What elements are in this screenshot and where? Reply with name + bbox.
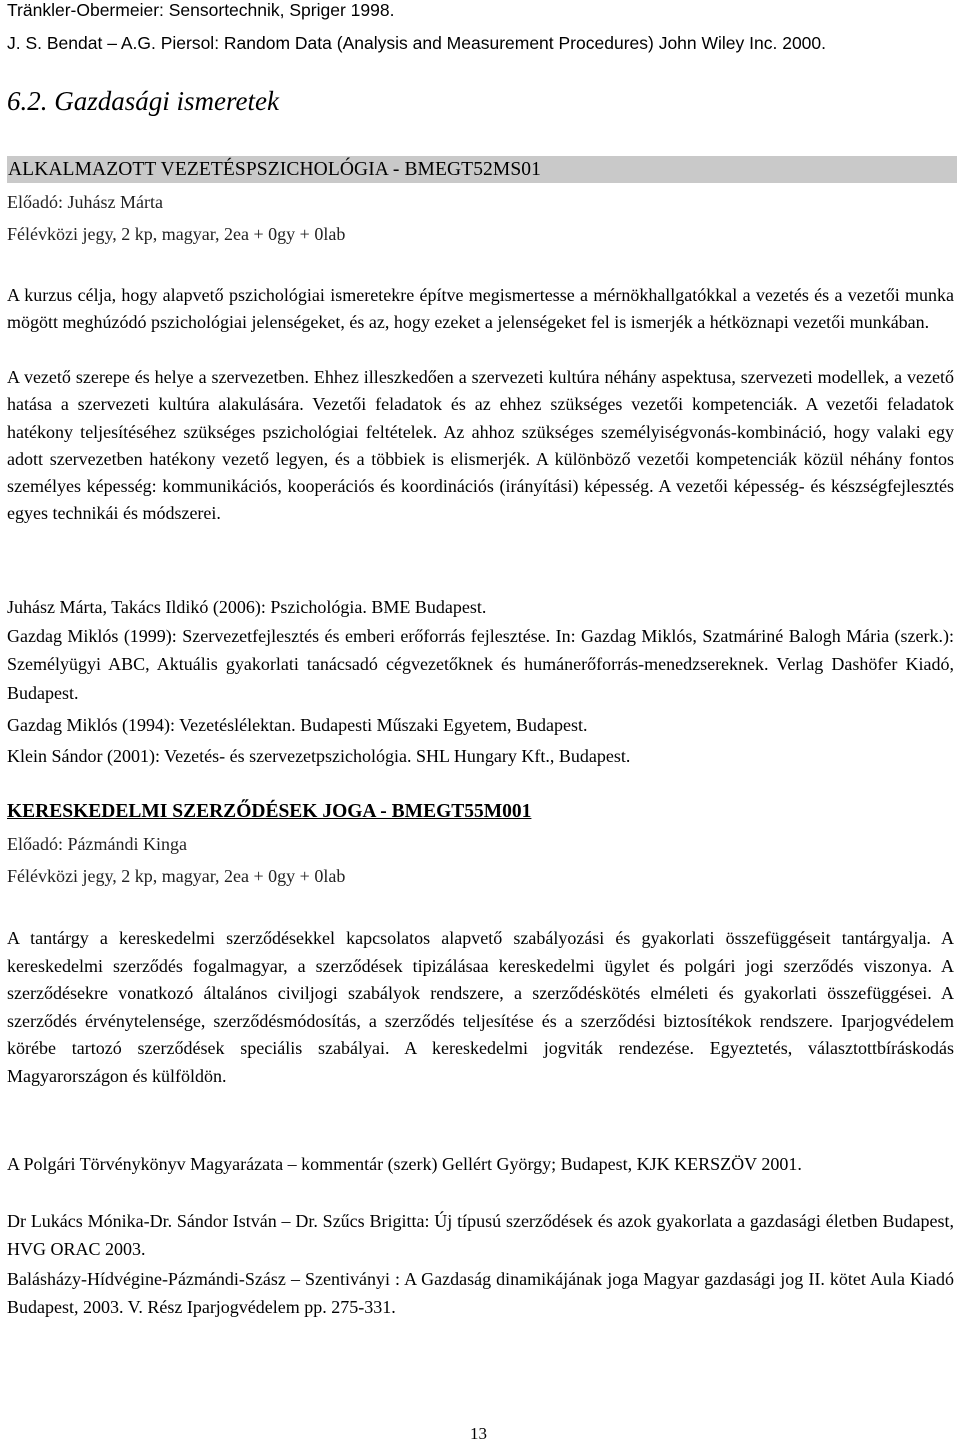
page-number: 13 bbox=[470, 1424, 487, 1443]
literature-item: Balásházy-Hídvégine-Pázmándi-Szász – Szentiványi : A Gazdaság dinamikájának joga Magyar gazdasági jog II. kötet Aula Kiadó Budapest, 2003. V. Rész Iparjogvédelem pp. 275-331. bbox=[7, 1269, 954, 1318]
lecturer-line: Előadó: Juhász Márta bbox=[7, 192, 163, 212]
section-heading: 6.2. Gazdasági ismeretek bbox=[7, 86, 279, 116]
course-description: A kurzus célja, hogy alapvető pszichológiai ismeretekre építve megismertesse a mérnökhallgatókkal a vezetés és a vezetői munka mögött meghúzódó pszichológiai jelenségeket, és az, hogy ezeket a jelenségeket fel is ismerjék a hétköznapi vezetői munkában. bbox=[7, 285, 954, 333]
literature-item: Dr Lukács Mónika-Dr. Sándor István – Dr. Szűcs Brigitta: Új típusú szerződések és azok gyakorlata a gazdasági életben Budapest, HVG ORAC 2003. bbox=[7, 1211, 954, 1260]
literature-item: Juhász Márta, Takács Ildikó (2006): Pszichológia. BME Budapest. bbox=[7, 597, 487, 617]
literature-item: Klein Sándor (2001): Vezetés- és szervezetpszichológia. SHL Hungary Kft., Budapest. bbox=[7, 746, 631, 766]
course-topics: A vezető szerepe és helye a szervezetben. Ehhez illeszkedően a szervezeti kultúra néhány aspektusa, szervezeti modellek, a vezető hatása a szervezeti kultúra alakulására. Vezetői feladatok és az ehhez szükséges vezetői kompetenciák. A vezetői feladatok hatékony teljesítéséhez szükséges pszichológiai feltételek. Az ahhoz szükséges személyiségvonás-kombináció, hogy valaki egy adott szervezetben hatékony vezető legyen, és a többiek is elismerjék. A különböző vezetői kompetenciák közül néhány fontos személyes képesség: kommunikációs, kooperációs és koordinációs (irányítási) képesség. A vezetői képesség- és készségfejlesztés egyes technikái és módszerei. bbox=[7, 367, 954, 524]
course-description: A tantárgy a kereskedelmi szerződésekkel kapcsolatos alapvető szabályozási és gyakorlati összefüggéseit tantárgyalja. A kereskedelmi szerződés fogalmagyar, a szerződések tipizálásaa kereskedelmi ügylet és polgári jogi szerződés viszonya. A szerződésekre vonatkozó általános civiljogi szabályok rendszere, a szerződéskötés elméleti és gyakorlati összefüggései. A szerződés érvénytelensége, szerződésmódosítás, a szerződés teljesítése és a szerződési biztosítékok rendszere. Iparjogvédelem körébe tartozó szerződések speciális szabályai. A kereskedelmi jogviták rendezése. Egyeztetés, választottbíráskodás Magyarországon és külföldön. bbox=[7, 928, 954, 1086]
lecturer-line: Előadó: Pázmándi Kinga bbox=[7, 834, 187, 854]
literature-item: A Polgári Törvénykönyv Magyarázata – kommentár (szerk) Gellért György; Budapest, KJK KERSZÖV 2001. bbox=[7, 1154, 802, 1174]
course-title: ALKALMAZOTT VEZETÉSPSZICHOLÓGIA - BMEGT52MS01 bbox=[7, 156, 957, 183]
literature-item: Gazdag Miklós (1994): Vezetéslélektan. Budapesti Műszaki Egyetem, Budapest. bbox=[7, 715, 588, 735]
reference-line: J. S. Bendat – A.G. Piersol: Random Data (Analysis and Measurement Procedures) John Wiley Inc. 2000. bbox=[7, 33, 827, 53]
course-title: KERESKEDELMI SZERZŐDÉSEK JOGA - BMEGT55M001 bbox=[7, 801, 532, 822]
reference-line: Tränkler-Obermeier: Sensortechnik, Spriger 1998. bbox=[7, 0, 395, 20]
course-details: Félévközi jegy, 2 kp, magyar, 2ea + 0gy + 0lab bbox=[7, 224, 346, 244]
course-details: Félévközi jegy, 2 kp, magyar, 2ea + 0gy + 0lab bbox=[7, 866, 346, 886]
literature-item: Gazdag Miklós (1999): Szervezetfejlesztés és emberi erőforrás fejlesztése. In: Gazdag Miklós, Szatmáriné Balogh Mária (szerk.): Személyügyi ABC, Aktuális gyakorlati tanácsadó cégvezetőknek és humánerőforrás-menedzsereknek. Verlag Dashöfer Kiadó, Budapest. bbox=[7, 626, 954, 703]
